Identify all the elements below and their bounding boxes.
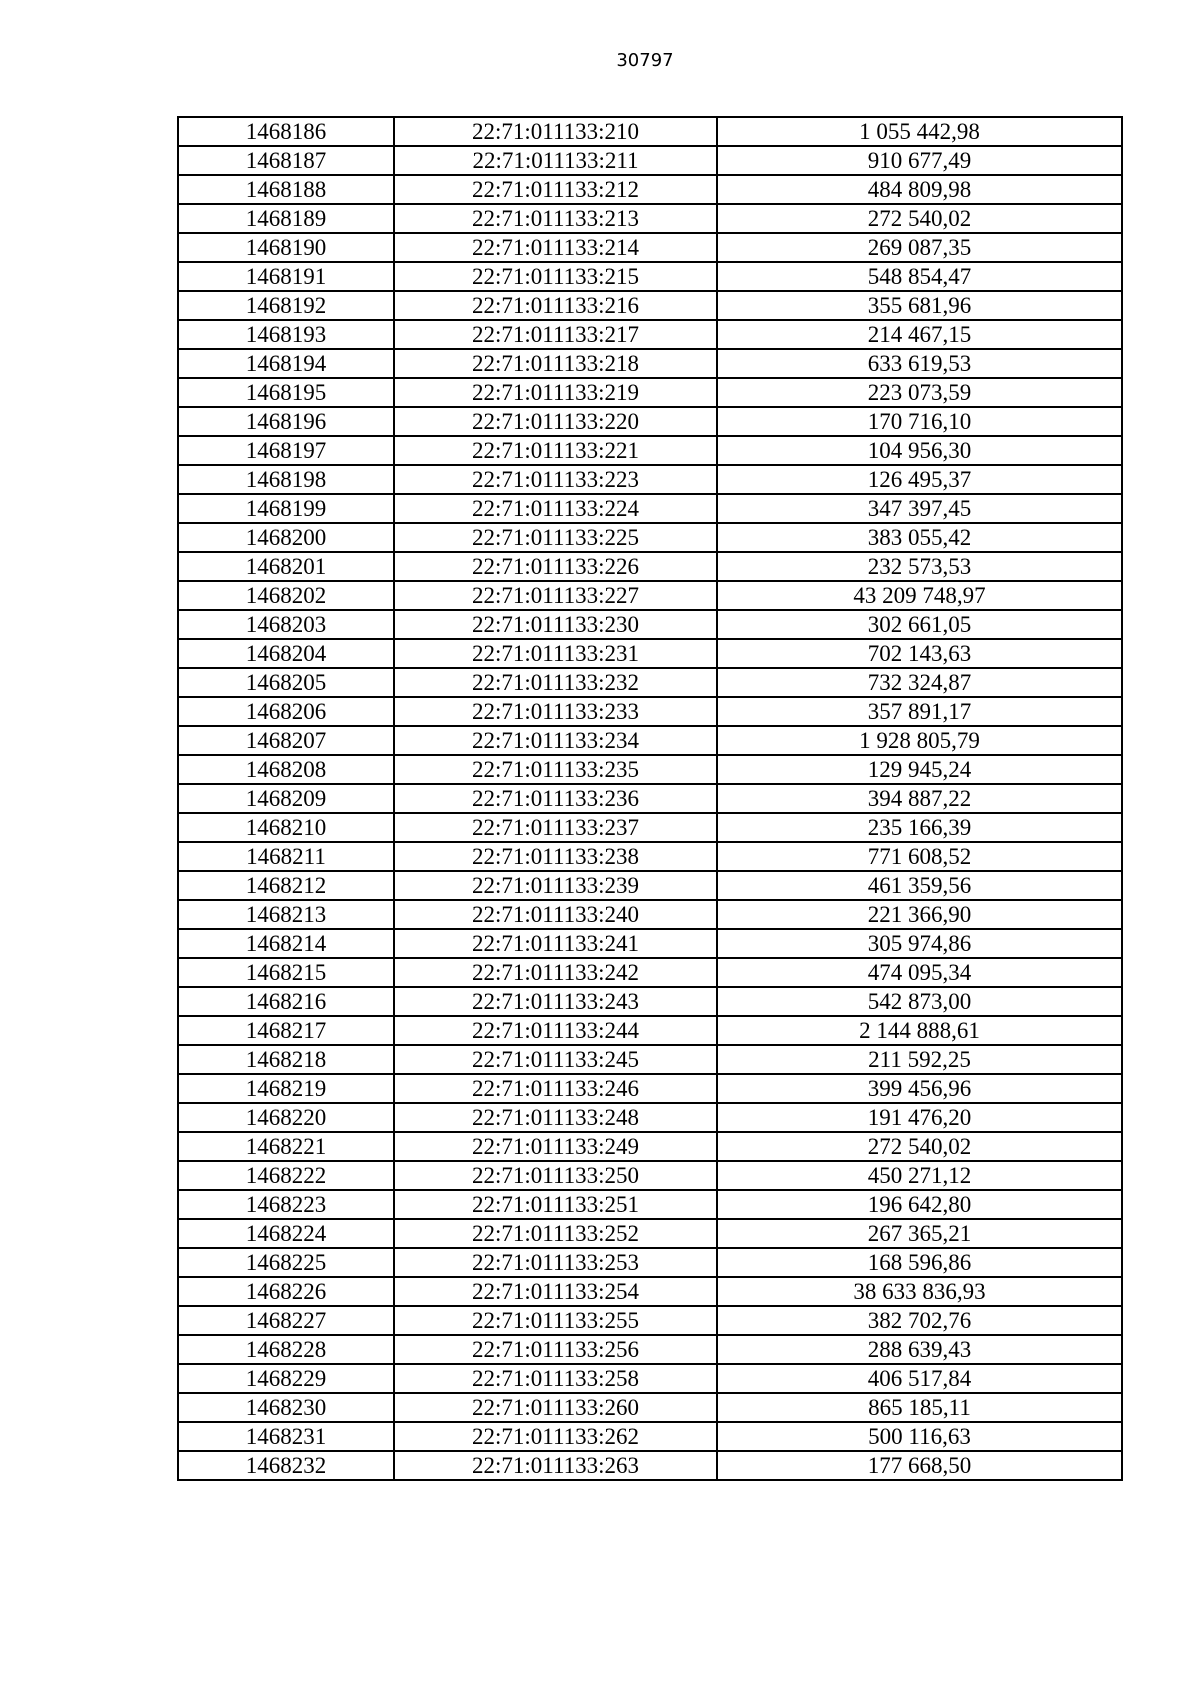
cadastral-number-cell: 22:71:011133:230 <box>394 610 717 639</box>
cadastral-number-cell: 22:71:011133:242 <box>394 958 717 987</box>
table-row <box>178 1103 1122 1132</box>
cadastral-number-cell: 22:71:011133:237 <box>394 813 717 842</box>
row-number-cell: 1468201 <box>178 552 394 581</box>
cadastral-number-cell: 22:71:011133:236 <box>394 784 717 813</box>
cadastral-value-cell: 484 809,98 <box>717 175 1122 204</box>
row-number-cell: 1468223 <box>178 1190 394 1219</box>
cadastral-value-cell: 211 592,25 <box>717 1045 1122 1074</box>
cadastral-value-cell: 394 887,22 <box>717 784 1122 813</box>
row-number-cell: 1468196 <box>178 407 394 436</box>
cadastral-value-cell: 272 540,02 <box>717 204 1122 233</box>
table-row <box>178 465 1122 494</box>
cadastral-number-cell: 22:71:011133:262 <box>394 1422 717 1451</box>
table-row <box>178 1074 1122 1103</box>
cadastral-value-cell: 450 271,12 <box>717 1161 1122 1190</box>
cadastral-value-cell: 305 974,86 <box>717 929 1122 958</box>
row-number-cell: 1468232 <box>178 1451 394 1480</box>
cadastral-value-cell: 357 891,17 <box>717 697 1122 726</box>
row-number-cell: 1468231 <box>178 1422 394 1451</box>
cadastral-number-cell: 22:71:011133:235 <box>394 755 717 784</box>
cadastral-number-cell: 22:71:011133:251 <box>394 1190 717 1219</box>
cadastral-number-cell: 22:71:011133:234 <box>394 726 717 755</box>
row-number-cell: 1468191 <box>178 262 394 291</box>
table-row <box>178 871 1122 900</box>
row-number-cell: 1468208 <box>178 755 394 784</box>
cadastral-number-cell: 22:71:011133:216 <box>394 291 717 320</box>
cadastral-value-cell: 221 366,90 <box>717 900 1122 929</box>
cadastral-number-cell: 22:71:011133:250 <box>394 1161 717 1190</box>
cadastral-number-cell: 22:71:011133:213 <box>394 204 717 233</box>
table-row <box>178 1016 1122 1045</box>
table-row <box>178 349 1122 378</box>
cadastral-number-cell: 22:71:011133:217 <box>394 320 717 349</box>
cadastral-value-cell: 170 716,10 <box>717 407 1122 436</box>
row-number-cell: 1468215 <box>178 958 394 987</box>
cadastral-value-cell: 771 608,52 <box>717 842 1122 871</box>
cadastral-number-cell: 22:71:011133:214 <box>394 233 717 262</box>
cadastral-number-cell: 22:71:011133:223 <box>394 465 717 494</box>
page-number: 30797 <box>616 50 674 71</box>
row-number-cell: 1468203 <box>178 610 394 639</box>
cadastral-number-cell: 22:71:011133:227 <box>394 581 717 610</box>
cadastral-number-cell: 22:71:011133:220 <box>394 407 717 436</box>
row-number-cell: 1468212 <box>178 871 394 900</box>
cadastral-number-cell: 22:71:011133:225 <box>394 523 717 552</box>
table-row <box>178 1335 1122 1364</box>
cadastral-number-cell: 22:71:011133:233 <box>394 697 717 726</box>
cadastral-value-cell: 548 854,47 <box>717 262 1122 291</box>
row-number-cell: 1468192 <box>178 291 394 320</box>
table-row <box>178 1306 1122 1335</box>
cadastral-value-cell: 910 677,49 <box>717 146 1122 175</box>
table-row <box>178 494 1122 523</box>
cadastral-value-cell: 2 144 888,61 <box>717 1016 1122 1045</box>
table-row <box>178 552 1122 581</box>
cadastral-value-cell: 104 956,30 <box>717 436 1122 465</box>
cadastral-number-cell: 22:71:011133:244 <box>394 1016 717 1045</box>
cadastral-number-cell: 22:71:011133:252 <box>394 1219 717 1248</box>
cadastral-number-cell: 22:71:011133:260 <box>394 1393 717 1422</box>
cadastral-value-cell: 223 073,59 <box>717 378 1122 407</box>
row-number-cell: 1468213 <box>178 900 394 929</box>
cadastral-value-cell: 129 945,24 <box>717 755 1122 784</box>
row-number-cell: 1468222 <box>178 1161 394 1190</box>
cadastral-number-cell: 22:71:011133:258 <box>394 1364 717 1393</box>
cadastral-number-cell: 22:71:011133:254 <box>394 1277 717 1306</box>
table-row <box>178 581 1122 610</box>
row-number-cell: 1468216 <box>178 987 394 1016</box>
table-row <box>178 1393 1122 1422</box>
row-number-cell: 1468230 <box>178 1393 394 1422</box>
row-number-cell: 1468217 <box>178 1016 394 1045</box>
cadastral-value-cell: 702 143,63 <box>717 639 1122 668</box>
cadastral-value-cell: 461 359,56 <box>717 871 1122 900</box>
cadastral-number-cell: 22:71:011133:210 <box>394 117 717 146</box>
table-row <box>178 291 1122 320</box>
table-body <box>178 117 1122 1480</box>
cadastral-value-cell: 235 166,39 <box>717 813 1122 842</box>
table-row <box>178 1451 1122 1480</box>
cadastral-value-cell: 474 095,34 <box>717 958 1122 987</box>
table-row <box>178 987 1122 1016</box>
table-row <box>178 813 1122 842</box>
cadastral-value-cell: 232 573,53 <box>717 552 1122 581</box>
table-row <box>178 726 1122 755</box>
row-number-cell: 1468218 <box>178 1045 394 1074</box>
row-number-cell: 1468187 <box>178 146 394 175</box>
table-row <box>178 523 1122 552</box>
table-row <box>178 1422 1122 1451</box>
table-row <box>178 1190 1122 1219</box>
cadastral-value-cell: 126 495,37 <box>717 465 1122 494</box>
cadastral-number-cell: 22:71:011133:263 <box>394 1451 717 1480</box>
row-number-cell: 1468228 <box>178 1335 394 1364</box>
cadastral-value-cell: 1 055 442,98 <box>717 117 1122 146</box>
table-row <box>178 958 1122 987</box>
cadastral-value-cell: 865 185,11 <box>717 1393 1122 1422</box>
cadastral-value-cell: 267 365,21 <box>717 1219 1122 1248</box>
cadastral-value-cell: 269 087,35 <box>717 233 1122 262</box>
cadastral-value-cell: 399 456,96 <box>717 1074 1122 1103</box>
row-number-cell: 1468197 <box>178 436 394 465</box>
cadastral-value-cell: 355 681,96 <box>717 291 1122 320</box>
table-row <box>178 436 1122 465</box>
cadastral-number-cell: 22:71:011133:218 <box>394 349 717 378</box>
table-row <box>178 1132 1122 1161</box>
row-number-cell: 1468198 <box>178 465 394 494</box>
table-row <box>178 610 1122 639</box>
row-number-cell: 1468211 <box>178 842 394 871</box>
cadastral-value-cell: 43 209 748,97 <box>717 581 1122 610</box>
cadastral-value-cell: 191 476,20 <box>717 1103 1122 1132</box>
row-number-cell: 1468194 <box>178 349 394 378</box>
table-row <box>178 233 1122 262</box>
cadastral-number-cell: 22:71:011133:240 <box>394 900 717 929</box>
row-number-cell: 1468200 <box>178 523 394 552</box>
table-row <box>178 378 1122 407</box>
table-row <box>178 668 1122 697</box>
row-number-cell: 1468199 <box>178 494 394 523</box>
table-row <box>178 204 1122 233</box>
table-row <box>178 262 1122 291</box>
cadastral-value-cell: 1 928 805,79 <box>717 726 1122 755</box>
table-row <box>178 1277 1122 1306</box>
cadastral-value-cell: 196 642,80 <box>717 1190 1122 1219</box>
cadastral-number-cell: 22:71:011133:248 <box>394 1103 717 1132</box>
table-row <box>178 697 1122 726</box>
cadastral-number-cell: 22:71:011133:211 <box>394 146 717 175</box>
cadastral-value-cell: 302 661,05 <box>717 610 1122 639</box>
cadastral-value-cell: 383 055,42 <box>717 523 1122 552</box>
row-number-cell: 1468188 <box>178 175 394 204</box>
row-number-cell: 1468221 <box>178 1132 394 1161</box>
row-number-cell: 1468224 <box>178 1219 394 1248</box>
table-row <box>178 755 1122 784</box>
row-number-cell: 1468204 <box>178 639 394 668</box>
row-number-cell: 1468229 <box>178 1364 394 1393</box>
row-number-cell: 1468195 <box>178 378 394 407</box>
row-number-cell: 1468227 <box>178 1306 394 1335</box>
table-row <box>178 639 1122 668</box>
cadastral-number-cell: 22:71:011133:256 <box>394 1335 717 1364</box>
table-row <box>178 320 1122 349</box>
cadastral-value-cell: 633 619,53 <box>717 349 1122 378</box>
row-number-cell: 1468189 <box>178 204 394 233</box>
cadastral-value-cell: 500 116,63 <box>717 1422 1122 1451</box>
table-row <box>178 1219 1122 1248</box>
row-number-cell: 1468220 <box>178 1103 394 1132</box>
cadastral-number-cell: 22:71:011133:238 <box>394 842 717 871</box>
table-row <box>178 929 1122 958</box>
cadastral-value-cell: 214 467,15 <box>717 320 1122 349</box>
table-row <box>178 842 1122 871</box>
table-row <box>178 117 1122 146</box>
row-number-cell: 1468219 <box>178 1074 394 1103</box>
row-number-cell: 1468207 <box>178 726 394 755</box>
row-number-cell: 1468226 <box>178 1277 394 1306</box>
cadastral-number-cell: 22:71:011133:253 <box>394 1248 717 1277</box>
row-number-cell: 1468186 <box>178 117 394 146</box>
cadastral-number-cell: 22:71:011133:245 <box>394 1045 717 1074</box>
cadastral-number-cell: 22:71:011133:249 <box>394 1132 717 1161</box>
cadastral-value-cell: 406 517,84 <box>717 1364 1122 1393</box>
cadastral-value-table <box>177 116 1123 1481</box>
row-number-cell: 1468206 <box>178 697 394 726</box>
cadastral-number-cell: 22:71:011133:232 <box>394 668 717 697</box>
cadastral-number-cell: 22:71:011133:239 <box>394 871 717 900</box>
cadastral-number-cell: 22:71:011133:212 <box>394 175 717 204</box>
table-row <box>178 146 1122 175</box>
cadastral-number-cell: 22:71:011133:231 <box>394 639 717 668</box>
row-number-cell: 1468193 <box>178 320 394 349</box>
cadastral-number-cell: 22:71:011133:219 <box>394 378 717 407</box>
cadastral-number-cell: 22:71:011133:255 <box>394 1306 717 1335</box>
cadastral-number-cell: 22:71:011133:215 <box>394 262 717 291</box>
cadastral-number-cell: 22:71:011133:224 <box>394 494 717 523</box>
cadastral-number-cell: 22:71:011133:246 <box>394 1074 717 1103</box>
row-number-cell: 1468214 <box>178 929 394 958</box>
cadastral-value-cell: 288 639,43 <box>717 1335 1122 1364</box>
cadastral-number-cell: 22:71:011133:221 <box>394 436 717 465</box>
table-row <box>178 1161 1122 1190</box>
cadastral-value-cell: 168 596,86 <box>717 1248 1122 1277</box>
table-row <box>178 900 1122 929</box>
row-number-cell: 1468190 <box>178 233 394 262</box>
cadastral-value-cell: 38 633 836,93 <box>717 1277 1122 1306</box>
cadastral-value-cell: 347 397,45 <box>717 494 1122 523</box>
cadastral-number-cell: 22:71:011133:226 <box>394 552 717 581</box>
row-number-cell: 1468210 <box>178 813 394 842</box>
table-row <box>178 175 1122 204</box>
cadastral-value-cell: 382 702,76 <box>717 1306 1122 1335</box>
table-row <box>178 784 1122 813</box>
cadastral-number-cell: 22:71:011133:243 <box>394 987 717 1016</box>
table-row <box>178 1045 1122 1074</box>
cadastral-value-cell: 177 668,50 <box>717 1451 1122 1480</box>
row-number-cell: 1468202 <box>178 581 394 610</box>
cadastral-number-cell: 22:71:011133:241 <box>394 929 717 958</box>
row-number-cell: 1468205 <box>178 668 394 697</box>
table-row <box>178 1364 1122 1393</box>
row-number-cell: 1468209 <box>178 784 394 813</box>
cadastral-value-cell: 272 540,02 <box>717 1132 1122 1161</box>
row-number-cell: 1468225 <box>178 1248 394 1277</box>
table-row <box>178 1248 1122 1277</box>
cadastral-value-cell: 732 324,87 <box>717 668 1122 697</box>
table-row <box>178 407 1122 436</box>
cadastral-value-cell: 542 873,00 <box>717 987 1122 1016</box>
